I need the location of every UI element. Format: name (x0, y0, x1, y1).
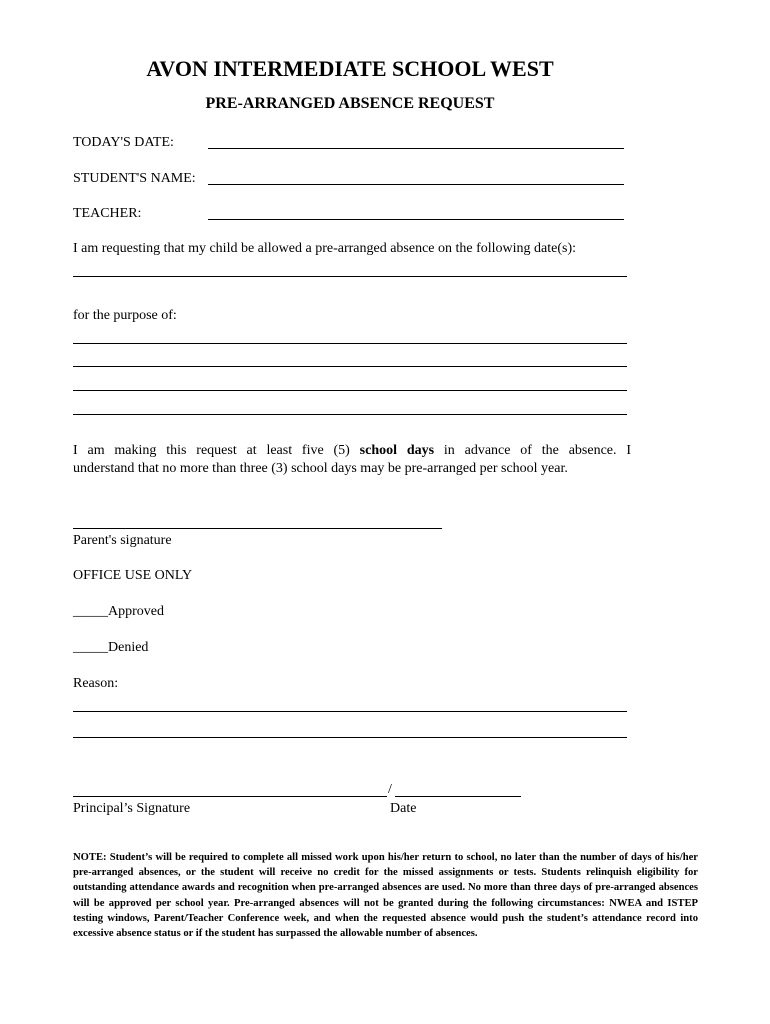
principal-date-label: Date (390, 801, 417, 816)
todays-date-label: TODAY'S DATE: (73, 135, 174, 150)
student-name-label: STUDENT'S NAME: (73, 171, 196, 186)
principal-signature-line[interactable] (73, 796, 387, 797)
parent-signature-label: Parent's signature (73, 533, 172, 548)
principal-date-line[interactable] (395, 796, 521, 797)
purpose-label: for the purpose of: (73, 308, 177, 323)
todays-date-field[interactable] (208, 148, 624, 149)
request-text: I am requesting that my child be allowed a pre-arranged absence on the following date(s): (73, 241, 577, 256)
absence-dates-line[interactable] (73, 276, 627, 277)
purpose-line-4[interactable] (73, 414, 627, 415)
purpose-line-2[interactable] (73, 366, 627, 367)
reason-line-1[interactable] (73, 711, 627, 712)
limit-statement: understand that no more than three (3) school days may be pre-arranged per school year. (73, 461, 568, 476)
teacher-field[interactable] (208, 219, 624, 220)
denied-option[interactable]: _____Denied (73, 640, 149, 655)
policy-note: NOTE: Student’s will be required to complete all missed work upon his/her return to school, no later than the number of days of his/her pre-arranged absences, or the student will receive no credit for the missed assignments or tests. Students relinquish eligibility for outstanding attendance awards and recognition when pre-arranged absences are used. No more than three days of pre-arranged absences will be approved per school year. Pre-arranged absences will not be granted during the following circumstances: NWEA and ISTEP testing windows, Parent/Teacher Conference week, and when the requested absence would push the student’s attendance record into excessive absence status or if the student has surpassed the allowable number of absences. (73, 852, 698, 940)
form-title: AVON INTERMEDIATE SCHOOL WEST (146, 56, 554, 81)
purpose-line-1[interactable] (73, 343, 627, 344)
principal-signature-label: Principal’s Signature (73, 801, 191, 816)
form-subtitle: PRE-ARRANGED ABSENCE REQUEST (205, 95, 495, 112)
student-name-field[interactable] (208, 184, 624, 185)
purpose-line-3[interactable] (73, 390, 627, 391)
parent-signature-line[interactable] (73, 528, 442, 529)
advance-notice-statement: I am making this request at least five (5) school days in advance of the absence. I (73, 443, 631, 458)
school-days-emphasis: school days (359, 443, 435, 458)
approved-option[interactable]: _____Approved (73, 604, 164, 619)
teacher-label: TEACHER: (73, 206, 142, 221)
reason-label: Reason: (73, 676, 119, 691)
office-use-heading: OFFICE USE ONLY (73, 568, 193, 583)
reason-line-2[interactable] (73, 737, 627, 738)
date-slash: / (388, 782, 392, 797)
